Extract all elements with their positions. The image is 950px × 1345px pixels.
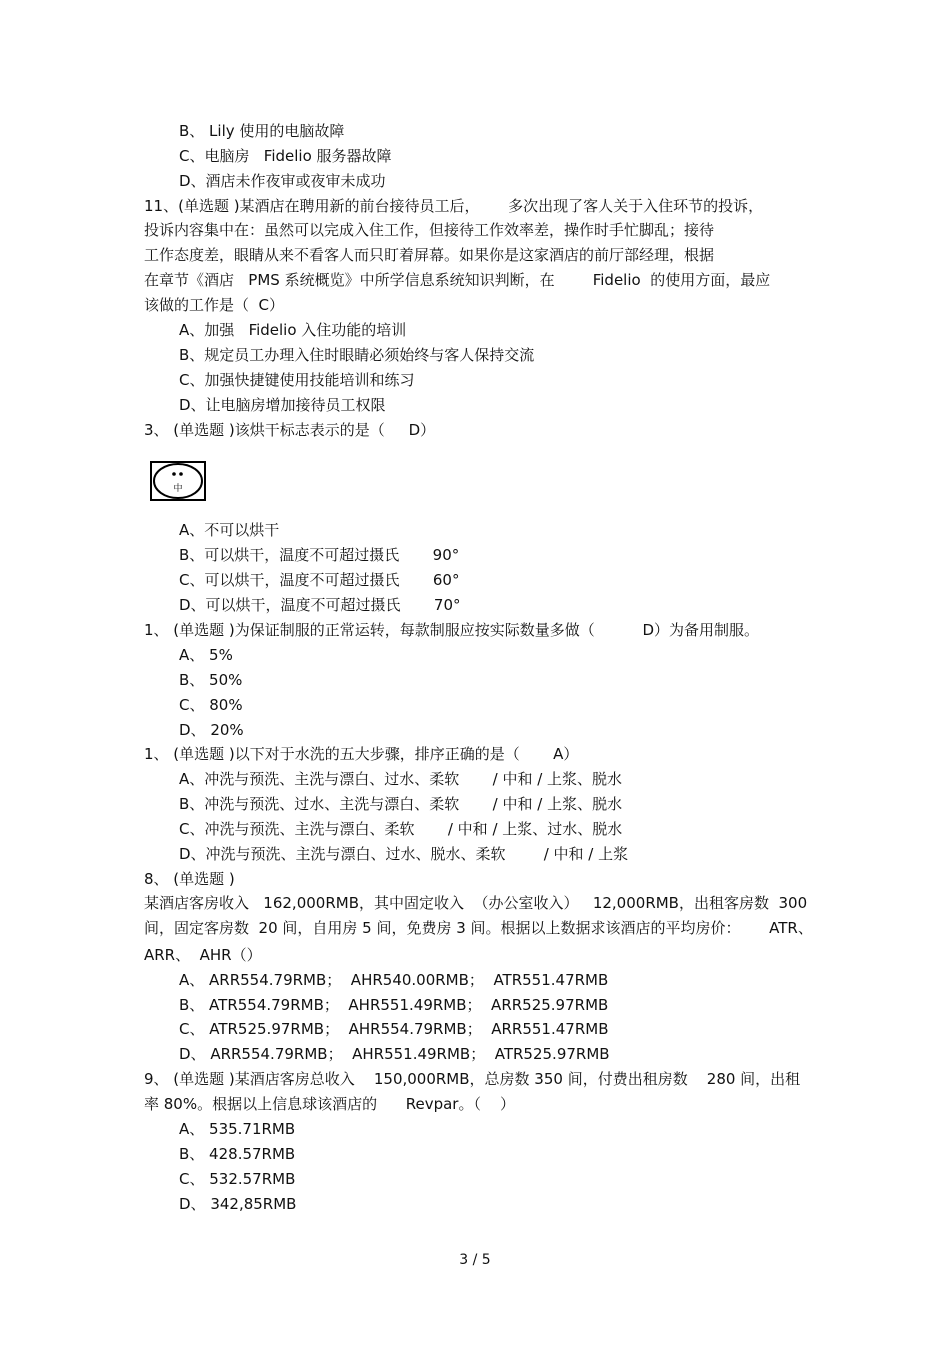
question-1a-line: 1、 (单选题 )为保证制服的正常运转，每款制服应按实际数量多做（ D）为备用制服。 bbox=[144, 621, 760, 639]
question-1b-line: 1、 (单选题 )以下对于水洗的五大步骤，排序正确的是（ A） bbox=[144, 745, 579, 763]
q1a-option-b: B、 50% bbox=[179, 671, 243, 689]
question-8-line-3: ARR、 AHR（） bbox=[144, 946, 262, 964]
q1b-option-a: A、冲洗与预洗、主洗与漂白、过水、柔软 / 中和 / 上浆、脱水 bbox=[179, 770, 623, 788]
option-b-line: B、 Lily 使用的电脑故障 bbox=[179, 122, 345, 140]
question-9-line-1: 9、 (单选题 )某酒店客房总收入 150,000RMB，总房数 350 间，付费出租房数 280 间，出租 bbox=[144, 1070, 801, 1088]
q3-option-b: B、可以烘干，温度不可超过摄氏 90° bbox=[179, 546, 460, 564]
option-d-line: D、酒店未作夜审或夜审未成功 bbox=[179, 172, 386, 190]
q8-option-c: C、 ATR525.97RMB； AHR554.79RMB； ARR551.47RMB bbox=[179, 1020, 609, 1038]
question-11-line-5: 该做的工作是（ C） bbox=[144, 296, 285, 314]
q1a-option-d: D、 20% bbox=[179, 721, 244, 739]
q1b-option-c: C、冲洗与预洗、主洗与漂白、柔软 / 中和 / 上浆、过水、脱水 bbox=[179, 820, 623, 838]
q9-option-a: A、 535.71RMB bbox=[179, 1120, 296, 1138]
q8-option-a: A、 ARR554.79RMB； AHR540.00RMB； ATR551.47RMB bbox=[179, 971, 609, 989]
q8-option-d: D、 ARR554.79RMB； AHR551.49RMB； ATR525.97RMB bbox=[179, 1045, 610, 1063]
question-3-line: 3、 (单选题 )该烘干标志表示的是（ D） bbox=[144, 421, 436, 439]
question-11-line-2: 投诉内容集中在：虽然可以完成入住工作，但接待工作效率差，操作时手忙脚乱；接待 bbox=[144, 221, 715, 239]
question-11-line-4: 在章节《酒店 PMS 系统概览》中所学信息系统知识判断，在 Fidelio 的使用方面，最应 bbox=[144, 271, 771, 289]
q9-option-d: D、 342,85RMB bbox=[179, 1195, 297, 1213]
option-c-line: C、电脑房 Fidelio 服务器故障 bbox=[179, 147, 392, 165]
q1a-option-c: C、 80% bbox=[179, 696, 243, 714]
question-8-line-1: 某酒店客房收入 162,000RMB，其中固定收入 （办公室收入） 12,000RMB，出租客房数 300 bbox=[144, 894, 808, 912]
q9-option-c: C、 532.57RMB bbox=[179, 1170, 296, 1188]
question-8-header: 8、 (单选题 ) bbox=[144, 870, 235, 888]
q11-option-c: C、加强快捷键使用技能培训和练习 bbox=[179, 371, 415, 389]
q1b-option-b: B、冲洗与预洗、过水、主洗与漂白、柔软 / 中和 / 上浆、脱水 bbox=[179, 795, 623, 813]
q1a-option-a: A、 5% bbox=[179, 646, 233, 664]
question-9-line-2: 率 80%。根据以上信息球该酒店的 Revpar。（ ） bbox=[144, 1095, 516, 1113]
question-11-line-1: 11、(单选题 )某酒店在聘用新的前台接待员工后， 多次出现了客人关于入住环节的投诉， bbox=[144, 197, 764, 215]
q9-option-b: B、 428.57RMB bbox=[179, 1145, 296, 1163]
q11-option-a: A、加强 Fidelio 入住功能的培训 bbox=[179, 321, 407, 339]
q8-option-b: B、 ATR554.79RMB； AHR551.49RMB； ARR525.97RMB bbox=[179, 996, 609, 1014]
question-8-line-2: 间，固定客房数 20 间，自用房 5 间，免费房 3 间。根据以上数据求该酒店的平均房价： ATR、 bbox=[144, 919, 813, 937]
q3-option-d: D、可以烘干，温度不可超过摄氏 70° bbox=[179, 596, 461, 614]
dryer-symbol-label: 中 bbox=[173, 484, 183, 494]
q3-option-a: A、不可以烘干 bbox=[179, 521, 280, 539]
q11-option-d: D、让电脑房增加接待员工权限 bbox=[179, 396, 386, 414]
q1b-option-d: D、冲洗与预洗、主洗与漂白、过水、脱水、柔软 / 中和 / 上浆 bbox=[179, 845, 629, 863]
dryer-symbol-icon bbox=[150, 461, 206, 501]
q3-option-c: C、可以烘干，温度不可超过摄氏 60° bbox=[179, 571, 460, 589]
page-number: 3 / 5 bbox=[459, 1252, 491, 1268]
question-11-line-3: 工作态度差，眼睛从来不看客人而只盯着屏幕。如果你是这家酒店的前厅部经理，根据 bbox=[144, 246, 715, 264]
q11-option-b: B、规定员工办理入住时眼睛必须始终与客人保持交流 bbox=[179, 346, 535, 364]
